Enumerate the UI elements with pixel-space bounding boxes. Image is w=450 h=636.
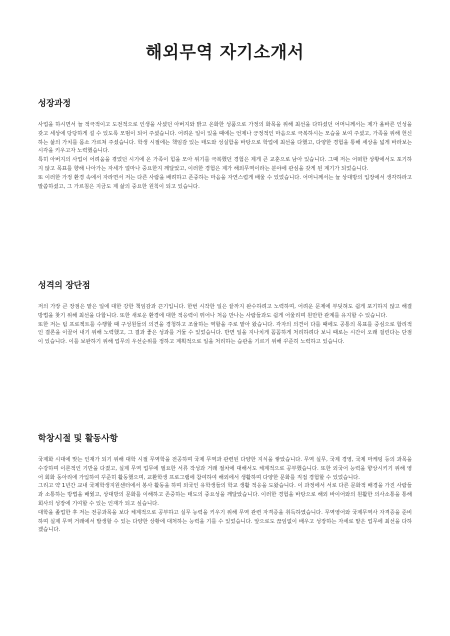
- paragraph: 그리고 약 1년간 교내 국제학생지원센터에서 봉사 활동을 하며 외국인 유학생들의 학교 생활 적응을 도왔습니다. 이 과정에서 서로 다른 문화적 배경을 가진 사람들과 소통하는 방법을 배웠고, 상대방의 문화를 이해하고 존중하는 태도의 중요성을 깨달았습니다. 이러한 경험을 바탕으로 해외 바이어와의 원활한 의사소통을 통해 회사의 성장에 기여할 수 있는 인재가 되고 싶습니다.: [38, 483, 412, 507]
- paragraph: 저의 가장 큰 장점은 맡은 일에 대한 강한 책임감과 끈기입니다. 한번 시작한 일은 끝까지 완수하려고 노력하며, 어려운 문제에 부딪혀도 쉽게 포기하지 않고 해결 방법을 찾기 위해 최선을 다합니다. 또한 새로운 환경에 대한 적응력이 뛰어나 처음 만나는 사람들과도 쉽게 어울리며 원만한 관계를 유지할 수 있습니다.: [38, 304, 412, 319]
- section-heading: 성장과정: [38, 99, 71, 109]
- section-heading: 성격의 장단점: [38, 281, 91, 291]
- paragraph: 사업을 하시면서 늘 적극적이고 도전적으로 인생을 사셨던 아버지와 밝고 온화한 성품으로 가정의 화목을 위해 최선을 다하셨던 어머니께서는 제가 올바른 인성을 갖고 세상에 당당하게 설 수 있도록 모범이 되어 주셨습니다. 어려운 일이 있을 때에는 언제나 긍정적인 마음으로 극복하시는 모습을 보여 주셨고, 가족을 위해 헌신하는 삶의 가치를 몸소 가르쳐 주셨습니다. 학생 시절에는 책임감 있는 태도와 성실함을 바탕으로 학업에 최선을 다했고, 다양한 경험을 통해 세상을 넓게 바라보는 시각을 키우고자 노력했습니다.: [38, 122, 412, 155]
- paragraph: 특히 아버지의 사업이 어려움을 겪었던 시기에 온 가족이 힘을 모아 위기를 극복했던 경험은 제게 큰 교훈으로 남아 있습니다. 그때 저는 어떠한 상황에서도 포기하지 않고 목표를 향해 나아가는 자세가 얼마나 중요한지 깨달았고, 이러한 경험은 제가 해외무역이라는 분야에 관심을 갖게 된 계기가 되었습니다.: [38, 157, 412, 172]
- paragraph: 국제화 시대에 맞는 인재가 되기 위해 대학 시절 무역학을 전공하며 국제 무역과 관련된 다양한 지식을 쌓았습니다. 무역 실무, 국제 경영, 국제 마케팅 등의 과목을 수강하며 이론적인 기반을 다졌고, 실제 무역 업무에 필요한 서류 작성과 거래 절차에 대해서도 체계적으로 공부했습니다. 또한 외국어 능력을 향상시키기 위해 영어 회화 동아리에 가입하여 꾸준히 활동했으며, 교환학생 프로그램에 참여하여 해외에서 생활하며 다양한 문화를 직접 경험할 수 있었습니다.: [38, 457, 412, 481]
- section-personality: [38, 281, 412, 347]
- paragraph: 대학을 졸업한 후 저는 전공과목을 보다 체계적으로 공부하고 실무 능력을 키우기 위해 무역 관련 자격증을 취득하였습니다. 무역영어와 국제무역사 자격증을 준비하며 실제 무역 거래에서 발생할 수 있는 다양한 상황에 대처하는 능력을 기를 수 있었습니다. 앞으로도 끊임없이 배우고 성장하는 자세로 맡은 업무에 최선을 다하겠습니다.: [38, 509, 412, 534]
- section-heading: 학창시절 및 활동사항: [38, 434, 118, 444]
- section-growth: [38, 99, 412, 191]
- paragraph: 또한 저는 팀 프로젝트를 수행할 때 구성원들의 의견을 경청하고 조율하는 역할을 주로 맡아 왔습니다. 각자의 의견이 다를 때에도 공통의 목표를 중심으로 합리적인 결론을 이끌어 내기 위해 노력했고, 그 결과 좋은 성과를 거둘 수 있었습니다. 반면 일을 지나치게 꼼꼼하게 처리하려다 보니 때로는 시간이 오래 걸린다는 단점이 있습니다. 이를 보완하기 위해 업무의 우선순위를 정하고 계획적으로 일을 처리하는 습관을 기르기 위해 꾸준히 노력하고 있습니다.: [38, 321, 412, 346]
- section-school-activities: [38, 434, 412, 535]
- document-title: 해외무역 자기소개서: [145, 43, 305, 63]
- paragraph: 또 이러한 가정 환경 속에서 자라면서 저는 다른 사람을 배려하고 존중하는 마음을 자연스럽게 배울 수 있었습니다. 어머니께서는 늘 상대방의 입장에서 생각하라고 말씀하셨고, 그 가르침은 지금도 제 삶의 중요한 원칙이 되고 있습니다.: [38, 174, 412, 190]
